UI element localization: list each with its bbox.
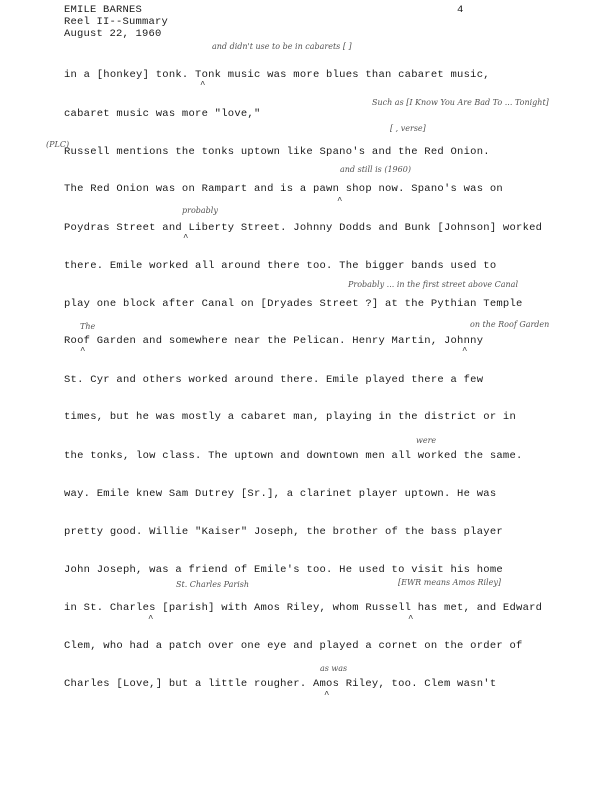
body-line-13: pretty good. Willie "Kaiser" Joseph, the brother of the bass player [64, 526, 503, 538]
body-line-16: Clem, who had a patch over one eye and played a cornet on the order of [64, 640, 523, 652]
body-line-8: Roof Garden and somewhere near the Pelican. Henry Martin, Johnny [64, 335, 484, 347]
header-name: EMILE BARNES [64, 4, 143, 16]
handwritten-bracket-note: [ , verse] [390, 124, 426, 133]
handwritten-aswas-note: as was [320, 664, 348, 673]
insertion-caret: ^ [200, 80, 206, 90]
handwritten-margin-note: (PLC) [46, 140, 70, 149]
insertion-caret: ^ [183, 233, 189, 243]
body-line-4: The Red Onion was on Rampart and is a pawn shop now. Spano's was on [64, 183, 503, 195]
handwritten-pelican-note: on the Roof Garden [470, 320, 550, 329]
body-line-1: in a [honkey] tonk. Tonk music was more blues than cabaret music, [64, 69, 490, 81]
body-line-12: way. Emile knew Sam Dutrey [Sr.], a clarinet player uptown. He was [64, 488, 497, 500]
handwritten-were-note: were [416, 436, 437, 445]
handwritten-pawn-note: and still is (1960) [340, 165, 411, 174]
insertion-caret: ^ [80, 346, 86, 356]
handwritten-ewr-note: [EWR means Amos Riley] [398, 578, 501, 587]
handwritten-dryades-note: Probably ... in the first street above Canal [348, 280, 518, 289]
body-line-7: play one block after Canal on [Dryades Street ?] at the Pythian Temple [64, 298, 523, 310]
body-line-15: in St. Charles [parish] with Amos Riley, whom Russell has met, and Edward [64, 602, 543, 614]
page-number: 4 [457, 4, 464, 16]
body-line-3: Russell mentions the tonks uptown like Spano's and the Red Onion. [64, 146, 490, 158]
handwritten-poydras-note: probably [182, 206, 218, 215]
header-date: August 22, 1960 [64, 28, 162, 40]
handwritten-roof-note: The [80, 322, 96, 331]
insertion-caret: ^ [148, 614, 154, 624]
body-line-10: times, but he was mostly a cabaret man, playing in the district or in [64, 411, 517, 423]
body-line-17: Charles [Love,] but a little rougher. Amos Riley, too. Clem wasn't [64, 678, 497, 690]
body-line-5: Poydras Street and Liberty Street. Johnny Dodds and Bunk [Johnson] worked [64, 222, 543, 234]
body-line-11: the tonks, low class. The uptown and downtown men all worked the same. [64, 450, 523, 462]
header-reel: Reel II--Summary [64, 16, 169, 28]
body-line-6: there. Emile worked all around there too. The bigger bands used to [64, 260, 497, 272]
insertion-caret: ^ [324, 690, 330, 700]
insertion-caret: ^ [462, 346, 468, 356]
handwritten-stcharles-note: St. Charles Parish [176, 580, 250, 589]
insertion-caret: ^ [408, 614, 414, 624]
body-line-9: St. Cyr and others worked around there. Emile played there a few [64, 374, 484, 386]
handwritten-top-note: and didn't use to be in cabarets [ ] [212, 42, 352, 51]
insertion-caret: ^ [337, 196, 343, 206]
body-line-2: cabaret music was more "love," [64, 108, 261, 120]
handwritten-love-note: Such as [I Know You Are Bad To ... Tonight] [372, 98, 549, 107]
body-line-14: John Joseph, was a friend of Emile's too. He used to visit his home [64, 564, 503, 576]
